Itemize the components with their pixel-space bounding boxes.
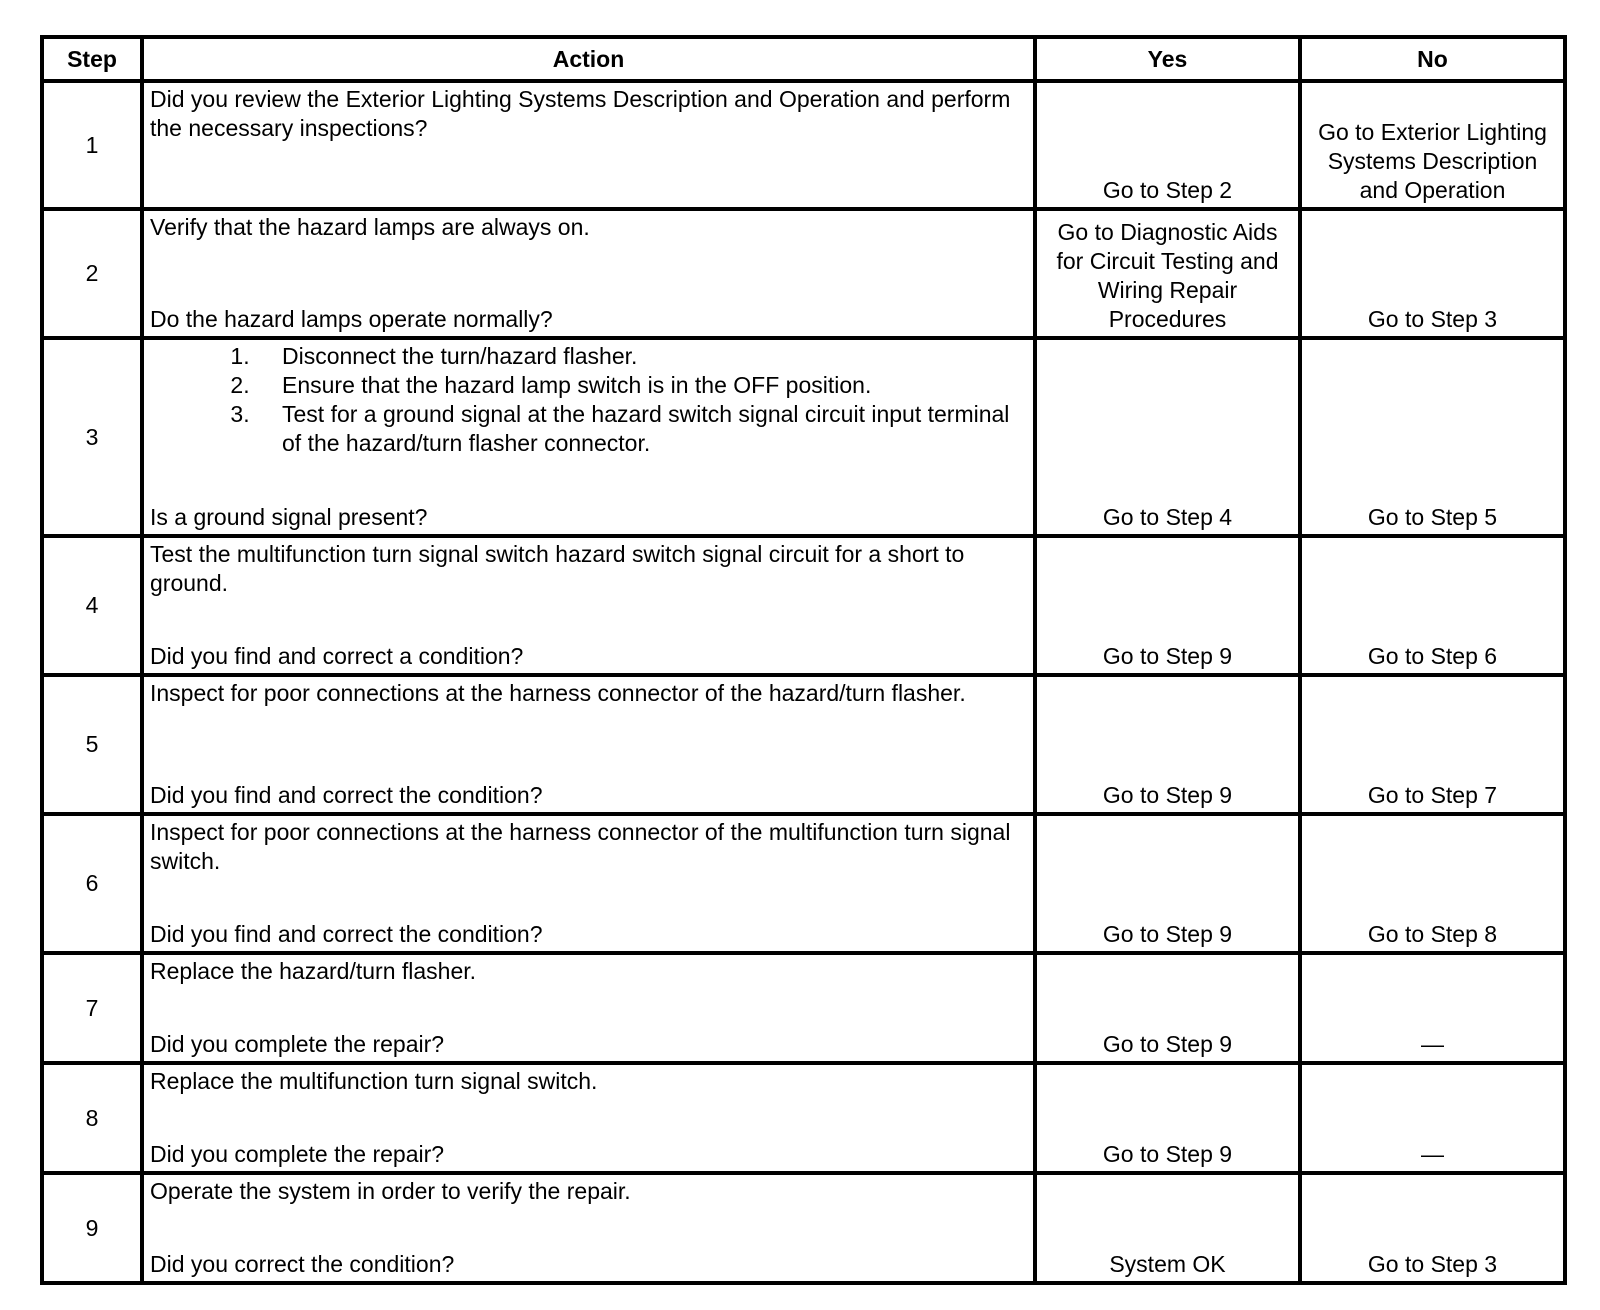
step-number: 3 (42, 338, 142, 536)
step-number: 6 (42, 814, 142, 953)
action-text: Verify that the hazard lamps are always on. (150, 214, 590, 240)
action-text: Inspect for poor connections at the harness connector of the hazard/turn flasher. (150, 680, 966, 706)
step-number: 2 (42, 209, 142, 338)
yes-cell: Go to Diagnostic Aids for Circuit Testing and Wiring Repair Procedures (1035, 209, 1300, 338)
yes-cell: Go to Step 9 (1035, 953, 1300, 1063)
action-text: Inspect for poor connections at the harness connector of the multifunction turn signal switch. (150, 819, 1011, 874)
list-item: 1. Disconnect the turn/hazard flasher. (256, 342, 1027, 371)
action-cell (142, 1173, 1035, 1283)
table-row (42, 675, 1565, 814)
list-item: 3. Test for a ground signal at the hazard switch signal circuit input terminal of the hazard/turn flasher connector. (256, 400, 1027, 458)
step-number: 7 (42, 953, 142, 1063)
header-action: Action (142, 37, 1035, 81)
action-cell (142, 209, 1035, 338)
no-cell: Go to Step 3 (1300, 1173, 1565, 1283)
header-step: Step (42, 37, 142, 81)
action-cell (142, 814, 1035, 953)
no-cell: Go to Step 8 (1300, 814, 1565, 953)
action-text: Did you review the Exterior Lighting Systems Description and Operation and perform the necessary inspections? (150, 86, 1011, 141)
step-number: 8 (42, 1063, 142, 1173)
action-cell (142, 81, 1035, 209)
action-cell (142, 953, 1035, 1063)
yes-cell: Go to Step 9 (1035, 814, 1300, 953)
step-number: 5 (42, 675, 142, 814)
yes-cell: Go to Step 9 (1035, 536, 1300, 675)
table-row (42, 536, 1565, 675)
table-row (42, 1173, 1565, 1283)
action-question: Did you correct the condition? (150, 1251, 455, 1277)
no-cell: Go to Step 7 (1300, 675, 1565, 814)
action-cell (142, 536, 1035, 675)
table-row (42, 814, 1565, 953)
action-cell (142, 338, 1035, 536)
yes-cell: Go to Step 4 (1035, 338, 1300, 536)
action-text: Replace the multifunction turn signal switch. (150, 1068, 598, 1094)
table-row (42, 953, 1565, 1063)
table-row (42, 81, 1565, 209)
list-item: 2. Ensure that the hazard lamp switch is in the OFF position. (256, 371, 1027, 400)
no-cell: Go to Step 3 (1300, 209, 1565, 338)
yes-cell: Go to Step 9 (1035, 1063, 1300, 1173)
table-row (42, 209, 1565, 338)
action-question: Did you complete the repair? (150, 1141, 445, 1167)
action-question: Is a ground signal present? (150, 504, 428, 530)
no-cell: Go to Exterior Lighting Systems Description and Operation (1300, 81, 1565, 209)
step-number: 1 (42, 81, 142, 209)
action-text: Replace the hazard/turn flasher. (150, 958, 477, 984)
no-cell: Go to Step 5 (1300, 338, 1565, 536)
yes-cell: System OK (1035, 1173, 1300, 1283)
action-question: Did you find and correct a condition? (150, 643, 524, 669)
table-row (42, 338, 1565, 536)
action-question: Did you complete the repair? (150, 1031, 445, 1057)
no-cell: — (1300, 1063, 1565, 1173)
action-question: Do the hazard lamps operate normally? (150, 306, 553, 332)
step-number: 4 (42, 536, 142, 675)
no-cell: — (1300, 953, 1565, 1063)
header-yes: Yes (1035, 37, 1300, 81)
action-cell (142, 675, 1035, 814)
action-steps-list (150, 342, 1027, 458)
table-row (42, 1063, 1565, 1173)
diagnostic-table (40, 35, 1567, 1285)
step-number: 9 (42, 1173, 142, 1283)
header-row (42, 37, 1565, 81)
action-text: Operate the system in order to verify the repair. (150, 1178, 631, 1204)
no-cell: Go to Step 6 (1300, 536, 1565, 675)
yes-cell: Go to Step 2 (1035, 81, 1300, 209)
action-question: Did you find and correct the condition? (150, 921, 543, 947)
header-no: No (1300, 37, 1565, 81)
action-cell (142, 1063, 1035, 1173)
action-text: Test the multifunction turn signal switch hazard switch signal circuit for a short to ground. (150, 541, 965, 596)
action-question: Did you find and correct the condition? (150, 782, 543, 808)
yes-cell: Go to Step 9 (1035, 675, 1300, 814)
